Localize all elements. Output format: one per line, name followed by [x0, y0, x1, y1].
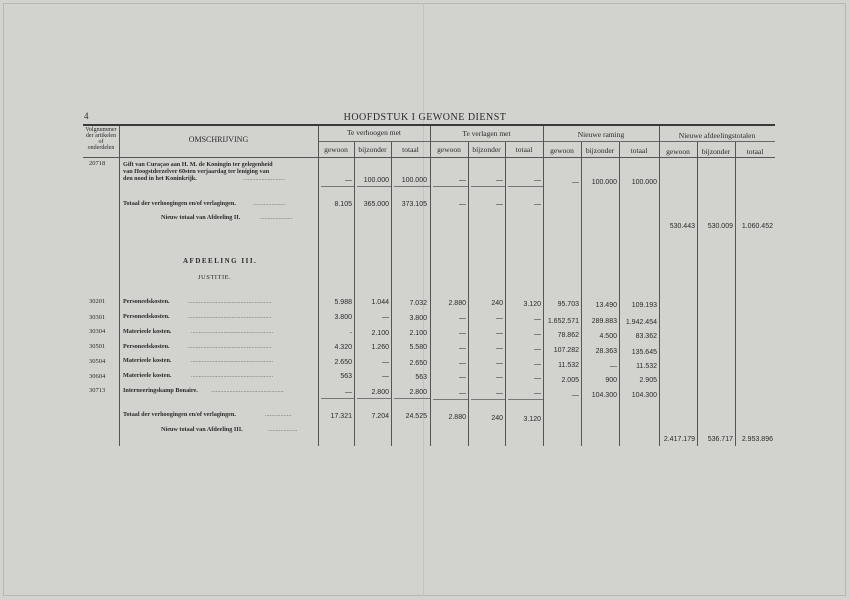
row-label: Materieele kosten.: [123, 372, 172, 379]
col-rule: [735, 142, 736, 446]
cell-value: 7.204: [371, 413, 389, 420]
sub-gewoon: gewoon: [550, 146, 574, 155]
cell-value: —: [534, 177, 541, 184]
cell-value: 1.060.452: [741, 223, 773, 230]
page-number: 4: [84, 111, 89, 121]
article-code: 30604: [89, 373, 106, 380]
cell-value: —: [459, 201, 466, 208]
col-rule: [505, 142, 506, 446]
cell-value: —: [496, 315, 503, 322]
cell-value: —: [496, 360, 503, 367]
cell-value: 109.193: [631, 302, 657, 309]
article-code: 30301: [89, 314, 106, 321]
sub-totaal: totaal: [630, 146, 648, 155]
cell-value: 1.652.571: [547, 318, 579, 325]
leader-dots: .....................: [260, 214, 293, 221]
col-rule: [318, 126, 319, 446]
cell-value: —: [534, 201, 541, 208]
sub-bijzonder: bijzonder: [358, 145, 387, 154]
cell-value: 100.000: [591, 179, 617, 186]
sub-bijzonder: bijzonder: [701, 147, 731, 156]
cell-value: 530.009: [707, 223, 733, 230]
cell-value: 4.500: [599, 333, 617, 340]
cell-value: —: [459, 360, 466, 367]
cell-value: —: [534, 375, 541, 382]
cell-value: —: [496, 345, 503, 352]
leader-dots: ......................................................: [188, 313, 272, 320]
cell-value: —: [459, 390, 466, 397]
sum-underline: [394, 398, 430, 399]
leader-dots: ...........................: [243, 175, 285, 182]
cell-value: —: [459, 177, 466, 184]
budget-table: [83, 124, 775, 446]
gift-description-line: Gift van Curaçao aan H. M. de Koningin ter gelegenheid: [123, 161, 273, 168]
col-rule: [543, 126, 544, 446]
cell-value: —: [534, 331, 541, 338]
cell-value: 2.905: [639, 377, 657, 384]
sum-underline: [433, 186, 468, 187]
cell-value: 3.120: [523, 416, 541, 423]
cell-value: —: [496, 201, 503, 208]
sum-underline: [508, 186, 543, 187]
cell-value: 240: [491, 300, 503, 307]
cell-value: 95.703: [557, 301, 579, 308]
cell-value: 28.363: [595, 348, 617, 355]
omschrijving-header: OMSCHRIJVING: [188, 135, 249, 144]
group-header-afdeelingstotalen: Nieuwe afdeelingstotalen: [678, 131, 756, 140]
leader-dots: .....................................................: [191, 357, 273, 364]
cell-value: —: [382, 359, 389, 366]
cell-value: 78.862: [557, 332, 579, 339]
row-label: Interneeringskamp Bonaire.: [123, 387, 198, 394]
leader-dots: .....................................................: [191, 328, 273, 335]
cell-value: —: [496, 177, 503, 184]
cell-value: 11.532: [636, 363, 657, 370]
cell-value: 240: [491, 415, 503, 422]
cell-value: —: [459, 330, 466, 337]
row-label: Personeelskosten.: [123, 298, 170, 305]
cell-value: —: [496, 330, 503, 337]
sum-underline: [394, 186, 430, 187]
cell-value: 5.988: [334, 299, 352, 306]
sum-underline: [357, 398, 391, 399]
group-header-verhoogen: Te verhoogen met: [346, 128, 402, 137]
row-label: Personeelskosten.: [123, 313, 170, 320]
cell-value: 3.800: [334, 314, 352, 321]
leader-dots: .....................: [253, 200, 286, 207]
cell-value: —: [459, 374, 466, 381]
cell-value: —: [610, 363, 617, 370]
section-title: AFDEELING III.: [183, 257, 258, 265]
sub-totaal: totaal: [746, 147, 764, 156]
chapter-title: HOOFDSTUK I GEWONE DIENST: [343, 112, 507, 123]
cell-value: —: [382, 373, 389, 380]
volgnummer-line: onderdelen: [87, 145, 115, 151]
cell-value: 563: [415, 374, 427, 381]
article-code: 30504: [89, 358, 106, 365]
cell-value: 17.321: [330, 413, 352, 420]
cell-value: 2.650: [409, 360, 427, 367]
cell-value: —: [496, 374, 503, 381]
nieuw-totaal-label: Nieuw totaal van Afdeeling III.: [161, 426, 243, 433]
col-rule: [430, 126, 431, 446]
article-code: 30304: [89, 328, 106, 335]
sub-gewoon: gewoon: [324, 145, 348, 154]
leader-dots: .....................................................: [191, 372, 273, 379]
sum-underline: [433, 399, 468, 400]
cell-value: 2.880: [448, 300, 466, 307]
cell-value: 3.120: [523, 301, 541, 308]
cell-value: —: [534, 390, 541, 397]
cell-value: —: [572, 179, 579, 186]
col-rule: [697, 142, 698, 446]
col-rule: [391, 142, 392, 446]
sum-underline: [471, 399, 505, 400]
cell-value: 2.100: [371, 330, 389, 337]
sum-underline: [321, 186, 354, 187]
leader-dots: ...................: [268, 426, 298, 433]
cell-value: —: [459, 345, 466, 352]
cell-value: 13.490: [595, 302, 617, 309]
cell-value: 530.443: [669, 223, 695, 230]
cell-value: 8.105: [334, 201, 352, 208]
sub-gewoon: gewoon: [437, 145, 461, 154]
nieuw-totaal-label: Nieuw totaal van Afdeeling II.: [161, 214, 241, 221]
sum-underline: [471, 186, 505, 187]
article-code: 30713: [89, 387, 106, 394]
section-subtitle: JUSTITIE.: [198, 274, 232, 281]
cell-value: —: [345, 177, 352, 184]
leader-dots: ......................................................: [188, 343, 272, 350]
cell-value: 900: [605, 377, 617, 384]
cell-value: 7.032: [409, 300, 427, 307]
totaal-label: Totaal der verhoogingen en/of verlagingen.: [123, 411, 236, 418]
cell-value: 1.044: [371, 299, 389, 306]
leader-dots: .................: [265, 411, 292, 418]
cell-value: —: [534, 361, 541, 368]
leader-dots: ...............................................: [211, 387, 284, 394]
cell-value: 4.320: [334, 344, 352, 351]
cell-value: —: [534, 316, 541, 323]
volgnummer-line: der artikelen: [85, 133, 117, 139]
cell-value: 2.100: [409, 330, 427, 337]
cell-value: 104.300: [591, 392, 617, 399]
cell-value: 2.005: [561, 377, 579, 384]
cell-value: 2.953.896: [741, 436, 773, 443]
group-header-rule: [318, 141, 775, 142]
sub-totaal: totaal: [515, 145, 533, 154]
cell-value: —: [459, 315, 466, 322]
col-rule: [659, 126, 660, 446]
group-header-verlagen: Te verlagen met: [462, 129, 511, 138]
gift-description-line: den nood in het Koninkrijk.: [123, 175, 197, 182]
sub-gewoon: gewoon: [666, 147, 690, 156]
cell-value: 11.532: [558, 362, 579, 369]
leader-dots: ......................................................: [188, 298, 272, 305]
cell-value: 5.580: [409, 344, 427, 351]
col-rule: [619, 142, 620, 446]
row-label: Materieele kosten.: [123, 357, 172, 364]
cell-value: —: [534, 346, 541, 353]
cell-value: 536.717: [707, 436, 733, 443]
cell-value: 2.800: [371, 389, 389, 396]
article-code: 20718: [89, 160, 106, 167]
cell-value: 2.880: [448, 414, 466, 421]
volgnummer-line: of: [98, 139, 104, 145]
cell-value: 563: [340, 373, 352, 380]
totaal-label: Totaal der verhoogingen en/of verlagingen.: [123, 200, 236, 207]
article-code: 30201: [89, 298, 106, 305]
cell-value: 107.282: [553, 347, 579, 354]
volgnummer-header: [83, 127, 119, 151]
cell-value: —: [345, 389, 352, 396]
col-rule: [354, 142, 355, 446]
volgnummer-line: Volgnummer: [85, 127, 117, 133]
sum-underline: [321, 398, 354, 399]
cell-value: 289.883: [591, 318, 617, 325]
cell-value: 1.260: [371, 344, 389, 351]
cell-value: 135.645: [631, 349, 657, 356]
header-bottom-rule: [83, 157, 775, 158]
cell-value: 373.105: [401, 201, 427, 208]
cell-value: —: [572, 392, 579, 399]
cell-value: -: [349, 330, 352, 337]
cell-value: 100.000: [401, 177, 427, 184]
gift-description-line: van Hoogstderzelver 60sten verjaardag ter leniging van: [123, 168, 270, 175]
row-label: Materieele kosten.: [123, 328, 172, 335]
sub-bijzonder: bijzonder: [585, 146, 615, 155]
cell-value: 2.800: [409, 389, 427, 396]
cell-value: —: [496, 390, 503, 397]
cell-value: 1.942.454: [625, 319, 657, 326]
cell-value: 100.000: [631, 179, 657, 186]
sum-underline: [357, 186, 391, 187]
cell-value: 3.800: [409, 315, 427, 322]
cell-value: 100.000: [363, 177, 389, 184]
article-code: 30501: [89, 343, 106, 350]
col-rule: [119, 126, 120, 446]
row-label: Personeelskosten.: [123, 343, 170, 350]
group-header-nieuwe-raming: Nieuwe raming: [577, 130, 625, 139]
cell-value: 2.650: [334, 359, 352, 366]
cell-value: 24.525: [405, 413, 427, 420]
cell-value: 2.417.179: [663, 436, 695, 443]
cell-value: 104.300: [631, 392, 657, 399]
col-rule: [581, 142, 582, 446]
col-rule: [468, 142, 469, 446]
sub-bijzonder: bijzonder: [472, 145, 501, 154]
table-top-rule: [83, 124, 775, 126]
cell-value: 365.000: [363, 201, 389, 208]
sub-totaal: totaal: [402, 145, 419, 154]
cell-value: 83.362: [635, 333, 657, 340]
sum-underline: [508, 399, 543, 400]
cell-value: —: [382, 314, 389, 321]
